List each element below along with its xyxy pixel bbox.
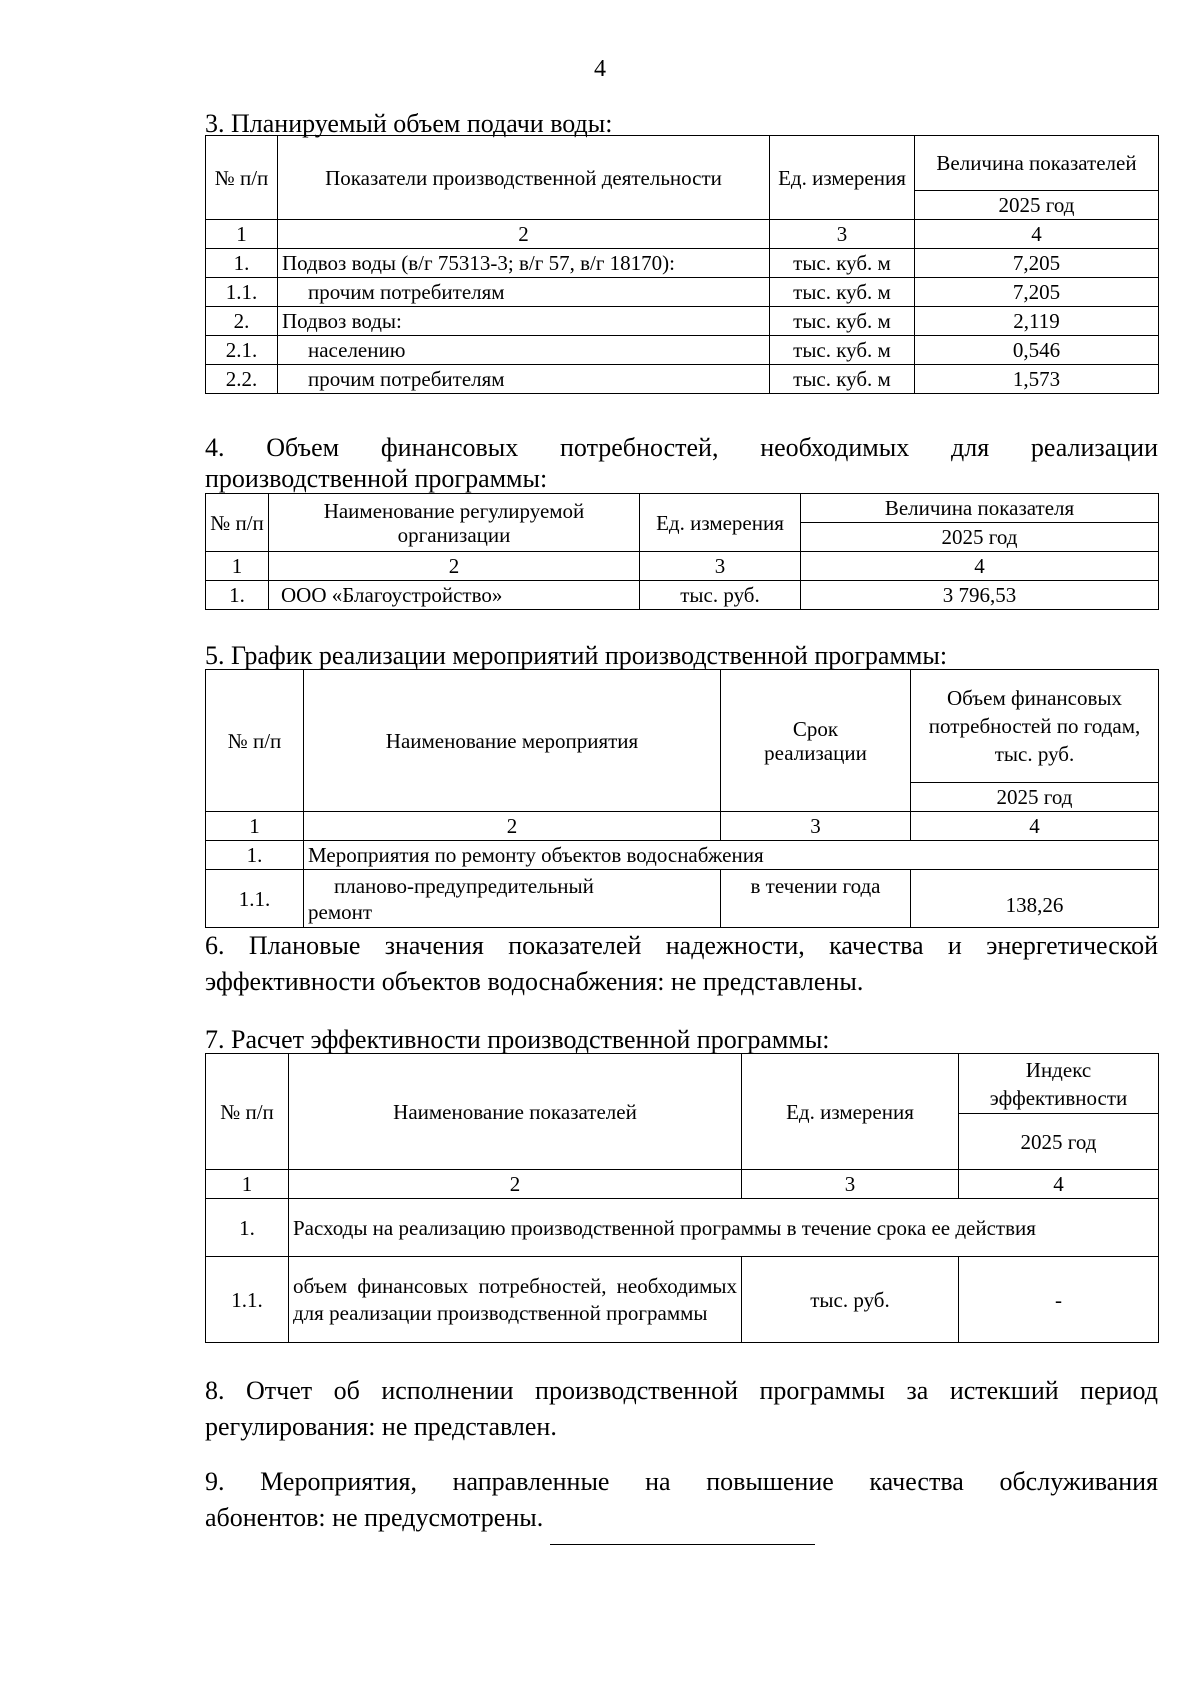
col-number: 2 <box>278 220 770 249</box>
header-year: 2025 год <box>801 523 1159 552</box>
schedule-table <box>205 669 1159 928</box>
col-number: 1 <box>206 812 304 841</box>
row-value: 1,573 <box>915 365 1159 394</box>
row-unit: тыс. куб. м <box>770 336 915 365</box>
row-num: 2. <box>206 307 278 336</box>
header-value: Величина показателя <box>801 494 1159 523</box>
col-number: 2 <box>289 1170 742 1199</box>
row-num: 1. <box>206 841 304 870</box>
row-unit: тыс. куб. м <box>770 307 915 336</box>
section9-line1: 9. Мероприятия, направленные на повышение качества обслуживания <box>205 1467 1158 1496</box>
row-value: 138,26 <box>911 870 1159 928</box>
section7-title: 7. Расчет эффективности производственной программы: <box>205 1025 830 1054</box>
row-num: 2.2. <box>206 365 278 394</box>
row-name <box>304 870 721 928</box>
row-name: Расходы на реализацию производственной программы в течение срока ее действия <box>289 1199 1159 1257</box>
row-num: 1.1. <box>206 870 304 928</box>
row-org: ООО «Благоустройство» <box>269 581 640 610</box>
row-name: прочим потребителям <box>278 365 770 394</box>
col-number: 2 <box>304 812 721 841</box>
closing-divider <box>550 1544 815 1545</box>
table-row <box>206 1257 1159 1343</box>
page-number: 4 <box>594 56 606 82</box>
header-org: Наименование регулируемой организации <box>269 494 640 552</box>
col-number: 4 <box>801 552 1159 581</box>
row-value: 7,205 <box>915 249 1159 278</box>
row-name-line1: планово-предупредительный <box>334 873 594 898</box>
section3-title: 3. Планируемый объем подачи воды: <box>205 109 613 138</box>
section7-table-wrap <box>205 1053 1158 1343</box>
header-value: Величина показателей <box>915 136 1159 191</box>
row-name: населению <box>278 336 770 365</box>
section9-line2: абонентов: не предусмотрены. <box>205 1503 544 1532</box>
header-indicator: Показатели производственной деятельности <box>278 136 770 220</box>
section3-table-wrap <box>205 135 1158 394</box>
table-row <box>206 249 1159 278</box>
efficiency-table <box>205 1053 1159 1343</box>
column-number-row <box>206 812 1159 841</box>
row-unit: тыс. руб. <box>742 1257 959 1343</box>
col-number: 1 <box>206 220 278 249</box>
row-num: 1. <box>206 581 269 610</box>
header-num: № п/п <box>206 136 278 220</box>
row-num: 1. <box>206 249 278 278</box>
section8-line1: 8. Отчет об исполнении производственной программы за истекший период <box>205 1376 1158 1405</box>
column-number-row <box>206 220 1159 249</box>
header-num: № п/п <box>206 670 304 812</box>
finance-needs-table <box>205 493 1159 610</box>
table-row <box>206 307 1159 336</box>
col-number: 2 <box>269 552 640 581</box>
water-supply-table <box>205 135 1159 394</box>
header-year: 2025 год <box>959 1114 1159 1170</box>
table-row <box>206 870 1159 928</box>
section8-paragraph <box>205 1373 1158 1445</box>
col-number: 1 <box>206 552 269 581</box>
col-number: 4 <box>915 220 1159 249</box>
row-value: - <box>959 1257 1159 1343</box>
col-number: 3 <box>770 220 915 249</box>
row-name: объем финансовых потребностей, необходимых для реализации производственной программы <box>289 1257 742 1343</box>
row-name: Подвоз воды: <box>278 307 770 336</box>
section4-table-wrap <box>205 493 1158 610</box>
header-index: Индекс эффективности <box>959 1054 1159 1114</box>
row-value: 2,119 <box>915 307 1159 336</box>
col-number: 1 <box>206 1170 289 1199</box>
row-name: Мероприятия по ремонту объектов водоснабжения <box>304 841 1159 870</box>
table-row <box>206 336 1159 365</box>
header-unit: Ед. измерения <box>770 136 915 220</box>
row-name: Подвоз воды (в/г 75313-3; в/г 57, в/г 18170): <box>278 249 770 278</box>
row-unit: тыс. куб. м <box>770 249 915 278</box>
table-row <box>206 278 1159 307</box>
table-group-row <box>206 1199 1159 1257</box>
column-number-row <box>206 1170 1159 1199</box>
section6-line1: 6. Плановые значения показателей надежности, качества и энергетической <box>205 931 1158 960</box>
row-num: 1.1. <box>206 278 278 307</box>
row-name-line2: ремонт <box>308 899 373 924</box>
col-number: 4 <box>911 812 1159 841</box>
row-value: 7,205 <box>915 278 1159 307</box>
section8-line2: регулирования: не представлен. <box>205 1412 557 1441</box>
table-row <box>206 581 1159 610</box>
row-value: 0,546 <box>915 336 1159 365</box>
section6-line2: эффективности объектов водоснабжения: не представлены. <box>205 967 864 996</box>
section9-paragraph <box>205 1464 1158 1536</box>
header-num: № п/п <box>206 1054 289 1170</box>
row-term: в течении года <box>721 870 911 928</box>
col-number: 3 <box>640 552 801 581</box>
header-event: Наименование мероприятия <box>304 670 721 812</box>
section5-title: 5. График реализации мероприятий производственной программы: <box>205 641 948 670</box>
section4-title-line1: 4. Объем финансовых потребностей, необходимых для реализации <box>205 433 1158 462</box>
col-number: 3 <box>721 812 911 841</box>
section5-table-wrap <box>205 669 1158 928</box>
row-unit: тыс. куб. м <box>770 278 915 307</box>
header-indicator: Наименование показателей <box>289 1054 742 1170</box>
row-unit: тыс. руб. <box>640 581 801 610</box>
table-row <box>206 365 1159 394</box>
header-num: № п/п <box>206 494 269 552</box>
row-num: 1. <box>206 1199 289 1257</box>
table-group-row <box>206 841 1159 870</box>
header-unit: Ед. измерения <box>640 494 801 552</box>
row-num: 2.1. <box>206 336 278 365</box>
row-value: 3 796,53 <box>801 581 1159 610</box>
header-finance: Объем финансовых потребностей по годам, тыс. руб. <box>911 670 1159 783</box>
col-number: 4 <box>959 1170 1159 1199</box>
header-year: 2025 год <box>911 783 1159 812</box>
col-number: 3 <box>742 1170 959 1199</box>
section4-title-line2: производственной программы: <box>205 464 548 493</box>
section6-paragraph <box>205 928 1158 1000</box>
header-unit: Ед. измерения <box>742 1054 959 1170</box>
column-number-row <box>206 552 1159 581</box>
row-num: 1.1. <box>206 1257 289 1343</box>
header-term: Срок реализации <box>721 670 911 812</box>
header-year: 2025 год <box>915 191 1159 220</box>
row-unit: тыс. куб. м <box>770 365 915 394</box>
row-name: прочим потребителям <box>278 278 770 307</box>
